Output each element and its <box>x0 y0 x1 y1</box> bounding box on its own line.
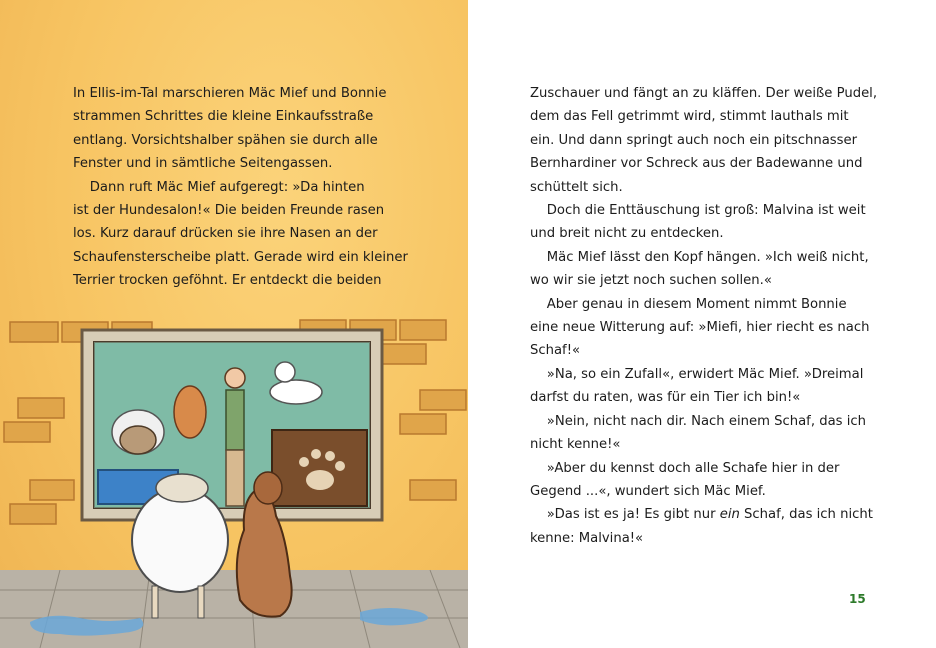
text-line: los. Kurz darauf drücken sie ihre Nasen an der <box>73 226 378 242</box>
text-line <box>530 503 890 526</box>
text-line: Gegend ...«, wundert sich Mäc Mief. <box>530 483 766 499</box>
text-line: strammen Schrittes die kleine Einkaufsstraße <box>73 109 374 125</box>
text-line: dem das Fell getrimmt wird, stimmt lauthals mit <box>530 109 849 125</box>
text-line: »Nein, nicht nach dir. Nach einem Schaf, das ich <box>530 413 866 429</box>
text-line: Zuschauer und fängt an zu kläffen. Der weiße Pudel, <box>530 86 878 101</box>
text-line: Terrier trocken geföhnt. Er entdeckt die beiden <box>73 273 382 289</box>
text-line: In Ellis-im-Tal marschieren Mäc Mief und Bonnie <box>73 86 387 101</box>
text-line: Fenster und in sämtliche Seitengassen. <box>73 156 333 172</box>
text-line: ein. Und dann springt auch noch ein pitschnasser <box>530 132 858 148</box>
text-line: schüttelt sich. <box>530 179 623 195</box>
text-line: »Aber du kennst doch alle Schafe hier in der <box>530 460 840 476</box>
grooming-table <box>272 430 367 506</box>
terrier <box>174 386 206 438</box>
right-page-text <box>530 82 890 550</box>
text-line: ist der Hundesalon!« Die beiden Freunde rasen <box>73 203 385 219</box>
text-run: Schaf, das ich nicht <box>739 507 873 523</box>
text-line: Dann ruft Mäc Mief aufgeregt: »Da hinten <box>73 179 365 195</box>
text-line: eine neue Witterung auf: »Miefi, hier riecht es nach <box>530 320 870 336</box>
text-line: Bernhardiner vor Schreck aus der Badewanne und <box>530 156 863 172</box>
text-line: »Na, so ein Zufall«, erwidert Mäc Mief. »Dreimal <box>530 366 864 382</box>
text-line: Schaf!« <box>530 343 581 359</box>
text-line: Doch die Enttäuschung ist groß: Malvina ist weit <box>530 203 866 219</box>
text-line: und breit nicht zu entdecken. <box>530 226 724 242</box>
text-line: entlang. Vorsichtshalber spähen sie durch alle <box>73 132 378 148</box>
text-line: wo wir sie jetzt noch suchen sollen.« <box>530 273 772 289</box>
text-line: Mäc Mief lässt den Kopf hängen. »Ich weiß nicht, <box>530 249 869 265</box>
text-run: »Das ist es ja! Es gibt nur <box>530 507 720 523</box>
right-page <box>468 0 936 648</box>
text-line: Aber genau in diesem Moment nimmt Bonnie <box>530 296 847 312</box>
page-number: 15 <box>849 592 866 606</box>
shop-window-illustration <box>0 300 468 648</box>
emphasis-word: ein <box>719 507 740 523</box>
left-page-text <box>73 82 408 293</box>
poodle <box>270 380 322 404</box>
text-line: nicht kenne!« <box>530 437 621 453</box>
groomer <box>226 390 244 450</box>
text-line: darfst du raten, was für ein Tier ich bin!« <box>530 390 801 406</box>
text-line: kenne: Malvina!« <box>530 530 644 546</box>
sheep <box>132 488 228 592</box>
text-line: Schaufensterscheibe platt. Gerade wird ein kleiner <box>73 249 408 265</box>
